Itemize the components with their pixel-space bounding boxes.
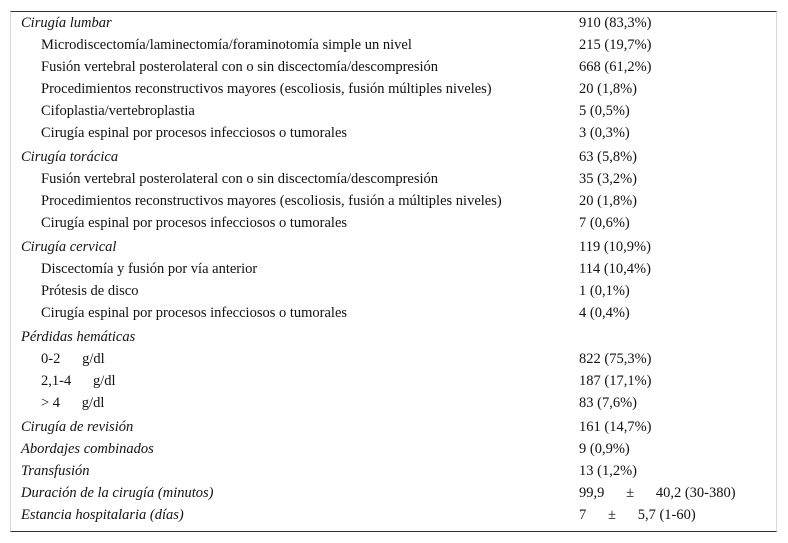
row-label: Cirugía torácica xyxy=(21,149,119,165)
row-label: Cirugía de revisión xyxy=(21,419,134,435)
table-row xyxy=(11,392,776,414)
table-row xyxy=(11,482,776,504)
row-label: > 4 g/dl xyxy=(41,395,105,411)
row-value: 20 (1,8%) xyxy=(579,193,637,209)
row-label: Prótesis de disco xyxy=(41,283,139,299)
table-row xyxy=(11,168,776,190)
table-row xyxy=(11,280,776,302)
table-row xyxy=(11,34,776,56)
table-row xyxy=(11,326,776,348)
table-row xyxy=(11,438,776,460)
row-value: 1 (0,1%) xyxy=(579,283,630,299)
row-label: Cirugía espinal por procesos infecciosos o tumorales xyxy=(41,125,348,141)
row-value: 63 (5,8%) xyxy=(579,149,637,165)
table-row xyxy=(11,236,776,258)
row-value: 215 (19,7%) xyxy=(579,37,652,53)
table-row xyxy=(11,258,776,280)
row-value: 5 (0,5%) xyxy=(579,103,630,119)
row-value: 13 (1,2%) xyxy=(579,463,637,479)
row-value: 3 (0,3%) xyxy=(579,125,630,141)
row-value: 99,9 ± 40,2 (30-380) xyxy=(579,485,736,501)
row-value: 114 (10,4%) xyxy=(579,261,651,277)
row-value: 4 (0,4%) xyxy=(579,305,630,321)
row-label: Duración de la cirugía (minutos) xyxy=(21,485,214,501)
row-label: Discectomía y fusión por vía anterior xyxy=(41,261,258,277)
row-label: Fusión vertebral posterolateral con o sin discectomía/descompresión xyxy=(41,59,439,75)
table-row xyxy=(11,122,776,144)
row-value: 822 (75,3%) xyxy=(579,351,652,367)
row-value: 910 (83,3%) xyxy=(579,15,652,31)
row-label: Cirugía lumbar xyxy=(21,15,112,31)
table-row xyxy=(11,348,776,370)
row-label: 0-2 g/dl xyxy=(41,351,105,367)
row-label: Cirugía espinal por procesos infecciosos o tumorales xyxy=(41,305,348,321)
row-label: Transfusión xyxy=(21,463,90,479)
row-value: 119 (10,9%) xyxy=(579,239,651,255)
row-label: Microdiscectomía/laminectomía/foraminotomía simple un nivel xyxy=(41,37,412,53)
table-row xyxy=(11,78,776,100)
row-value: 83 (7,6%) xyxy=(579,395,637,411)
table-row xyxy=(11,212,776,234)
row-label: Fusión vertebral posterolateral con o sin discectomía/descompresión xyxy=(41,171,439,187)
row-label: Estancia hospitalaria (días) xyxy=(21,507,184,523)
table-row xyxy=(11,302,776,324)
row-label: Cirugía espinal por procesos infecciosos o tumorales xyxy=(41,215,348,231)
row-label: 2,1-4 g/dl xyxy=(41,373,116,389)
row-label: Procedimientos reconstructivos mayores (escoliosis, fusión a múltiples niveles) xyxy=(41,193,502,209)
table-row xyxy=(11,146,776,168)
row-label: Abordajes combinados xyxy=(21,441,154,457)
table-row xyxy=(11,190,776,212)
table-row xyxy=(11,504,776,526)
row-label: Pérdidas hemáticas xyxy=(21,329,136,345)
table-row xyxy=(11,416,776,438)
row-value: 7 ± 5,7 (1-60) xyxy=(579,507,696,523)
row-label: Procedimientos reconstructivos mayores (escoliosis, fusión múltiples niveles) xyxy=(41,81,492,97)
table-row xyxy=(11,56,776,78)
table-row xyxy=(11,370,776,392)
surgery-data-table xyxy=(10,11,777,532)
table-row xyxy=(11,12,776,34)
row-value: 668 (61,2%) xyxy=(579,59,652,75)
row-value: 35 (3,2%) xyxy=(579,171,637,187)
row-label: Cifoplastia/vertebroplastia xyxy=(41,103,195,119)
row-value: 9 (0,9%) xyxy=(579,441,630,457)
table-row xyxy=(11,460,776,482)
row-label: Cirugía cervical xyxy=(21,239,117,255)
table-row xyxy=(11,100,776,122)
row-value: 161 (14,7%) xyxy=(579,419,652,435)
row-value: 20 (1,8%) xyxy=(579,81,637,97)
row-value: 187 (17,1%) xyxy=(579,373,652,389)
row-value: 7 (0,6%) xyxy=(579,215,630,231)
